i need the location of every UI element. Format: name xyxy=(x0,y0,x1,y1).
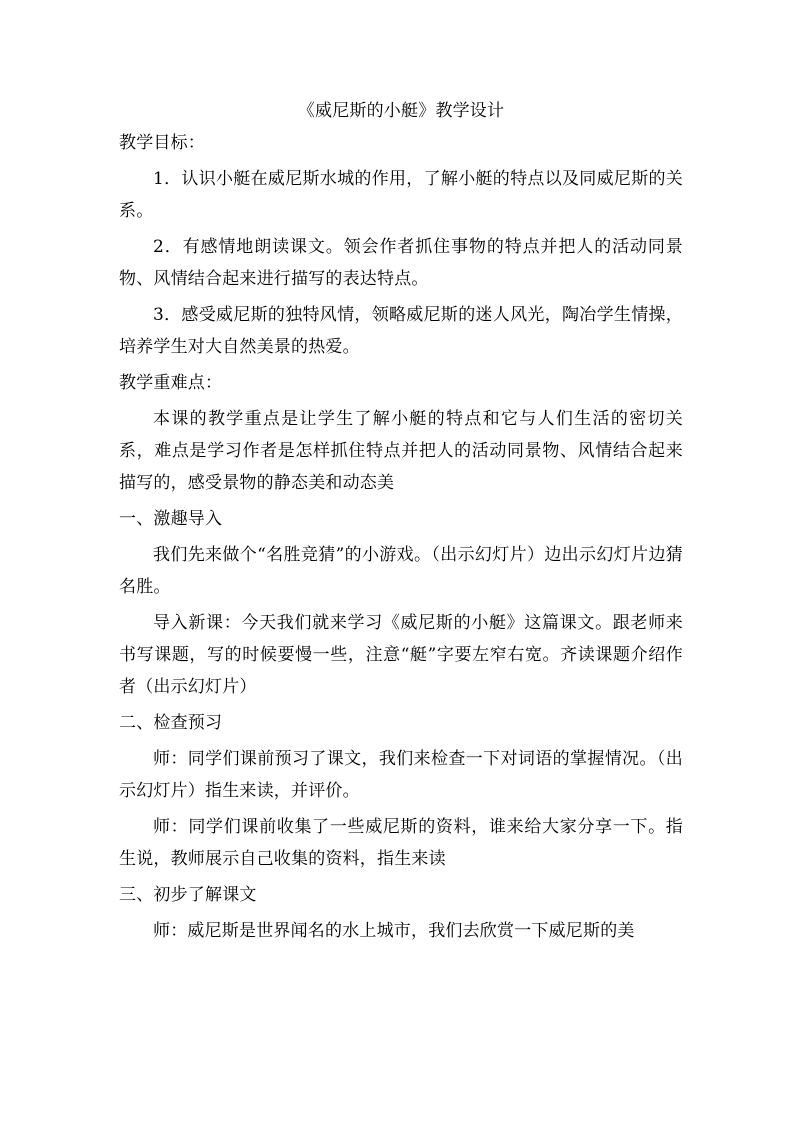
step-3-paragraph-1: 师：威尼斯是世界闻名的水上城市，我们去欣赏一下威尼斯的美 xyxy=(153,921,635,941)
step-2-heading: 二、检查预习 xyxy=(119,713,223,733)
step-1-paragraph-1: 我们先来做个“名胜竞猜”的小游戏。（出示幻灯片）边出示幻灯片边猜名胜。 xyxy=(119,545,683,597)
key-difficulty-heading: 教学重难点： xyxy=(119,373,223,393)
goal-1-paragraph: 1．认识小艇在威尼斯水城的作用，了解小艇的特点以及同威尼斯的关系。 xyxy=(119,169,683,221)
document-title: 《威尼斯的小艇》教学设计 xyxy=(297,101,505,121)
step-2-paragraph-1: 师：同学们课前预习了课文，我们来检查一下对词语的掌握情况。（出示幻灯片）指生来读，并评价。 xyxy=(119,749,683,801)
step-3-heading: 三、初步了解课文 xyxy=(119,885,257,905)
goal-3-paragraph: 3．感受威尼斯的独特风情，领略威尼斯的迷人风光，陶冶学生情操，培养学生对大自然美景的热爱。 xyxy=(119,305,683,357)
document-content xyxy=(119,95,683,947)
goals-heading: 教学目标： xyxy=(119,133,205,153)
step-2-paragraph-2: 师：同学们课前收集了一些威尼斯的资料，谁来给大家分享一下。指生说，教师展示自己收集的资料，指生来读 xyxy=(119,817,683,869)
goal-2-paragraph: 2．有感情地朗读课文。领会作者抓住事物的特点并把人的活动同景物、风情结合起来进行描写的表达特点。 xyxy=(119,237,683,289)
step-1-paragraph-2: 导入新课：今天我们就来学习《威尼斯的小艇》这篇课文。跟老师来书写课题，写的时候要慢一些，注意“艇”字要左窄右宽。齐读课题介绍作者（出示幻灯片） xyxy=(119,613,683,697)
step-1-heading: 一、激趣导入 xyxy=(119,509,223,529)
key-difficulty-paragraph: 本课的教学重点是让学生了解小艇的特点和它与人们生活的密切关系，难点是学习作者是怎样抓住特点并把人的活动同景物、风情结合起来描写的，感受景物的静态美和动态美 xyxy=(119,409,683,493)
